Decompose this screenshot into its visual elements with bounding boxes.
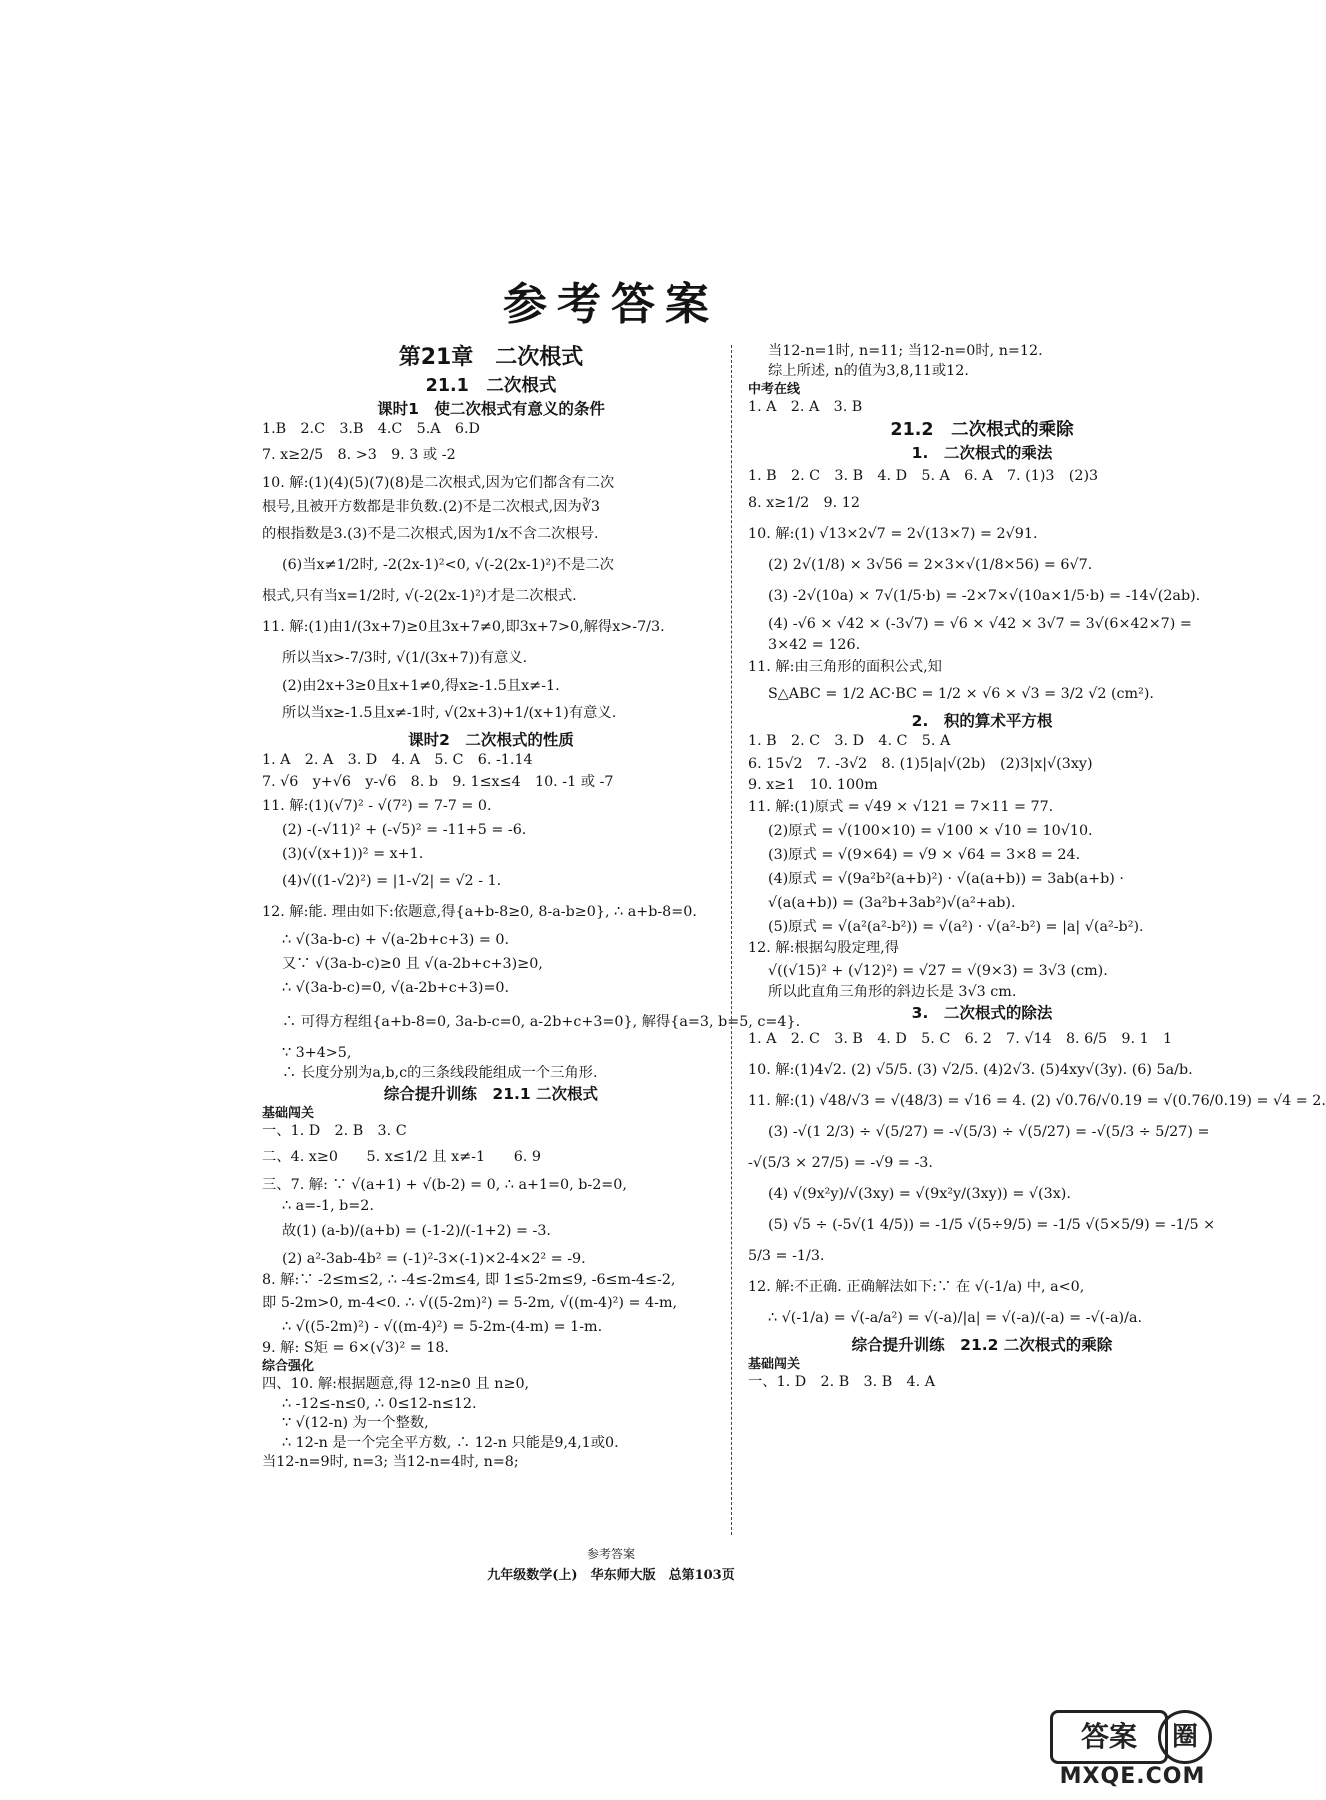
answer-line: 6. 15√2 7. -3√2 8. (1)5|a|√(2b) (2)3|x|√(3xy) [748,755,1093,772]
answer-line: ∴ √(3a-b-c) + √(a-2b+c+3) = 0. [282,932,510,948]
answer-line: 8. 解:∵ -2≤m≤2, ∴ -4≤-2m≤4, 即 1≤5-2m≤9, -6≤m-4≤-2, [262,1272,676,1288]
answer-line: 即 5-2m>0, m-4<0. ∴ √((5-2m)²) = 5-2m, √((m-4)²) = 4-m, [262,1294,678,1311]
subsection-label: 中考在线 [748,382,801,397]
answer-line: √(a(a+b)) = (3a²b+3ab²)√(a²+ab). [768,895,1016,911]
page-title: 参考答案 [503,279,719,330]
watermark-circle: 圈 [1158,1710,1212,1764]
watermark-logo: 答案 [1050,1710,1168,1764]
answer-line: 的根指数是3.(3)不是二次根式,因为1/x不含二次根号. [262,525,599,542]
answer-line: ∴ -12≤-n≤0, ∴ 0≤12-n≤12. [282,1395,477,1412]
column-divider [731,345,732,1535]
watermark-url: MXQE.COM [1059,1764,1206,1789]
answer-line: 10. 解:(1)(4)(5)(7)(8)是二次根式,因为它们都含有二次 [262,474,615,491]
answer-line: (5) √5 ÷ (-5√(1 4/5)) = -1/5 √(5÷9/5) = -1/5 √(5×5/9) = -1/5 × [768,1217,1216,1233]
answer-line: 一、1. D 2. B 3. B 4. A [748,1374,936,1390]
answer-line: (2)由2x+3≥0且x+1≠0,得x≥-1.5且x≠-1. [282,677,560,694]
answer-line: ∴ 可得方程组{a+b-8=0, 3a-b-c=0, a-2b+c+3=0}, 解得{a=3, b=5, c=4}. [282,1014,801,1030]
answer-line: (2) -(-√11)² + (-√5)² = -11+5 = -6. [282,822,527,838]
subsection-label: 基础闯关 [262,1106,315,1121]
answer-line: 9. x≥1 10. 100m [748,776,878,793]
answer-line: 当12-n=1时, n=11; 当12-n=0时, n=12. [768,343,1043,359]
answer-line: 当12-n=9时, n=3; 当12-n=4时, n=8; [262,1454,519,1470]
lesson-heading: 课时2 二次根式的性质 [408,730,574,749]
answer-line: (3)(√(x+1))² = x+1. [282,846,424,862]
answer-line: 7. x≥2/5 8. >3 9. 3 或 -2 [262,446,456,463]
answer-line: 8. x≥1/2 9. 12 [748,494,860,511]
answer-line: 三、7. 解: ∵ √(a+1) + √(b-2) = 0, ∴ a+1=0, b-2=0, [262,1176,627,1193]
answer-line: 11. 解:(1)由1/(3x+7)≥0且3x+7≠0,即3x+7>0,解得x>-7/3. [262,618,665,635]
answer-line: 5/3 = -1/3. [748,1248,825,1264]
answer-line: 综上所述, n的值为3,8,11或12. [768,362,969,379]
right-column [748,342,1326,1393]
answer-line: ∴ √((5-2m)²) - √((m-4)²) = 5-2m-(4-m) = 1-m. [282,1318,603,1335]
answer-line: 所以当x≥-1.5且x≠-1时, √(2x+3)+1/(x+1)有意义. [282,704,617,721]
answer-line: (4) √(9x²y)/√(3xy) = √(9x²y/(3xy)) = √(3x). [768,1186,1071,1202]
answer-line: 9. 解: S矩 = 6×(√3)² = 18. [262,1339,449,1356]
answer-line: 四、10. 解:根据题意,得 12-n≥0 且 n≥0, [262,1376,530,1392]
answer-line: (3) -2√(10a) × 7√(1/5·b) = -2×7×√(10a×1/5·b) = -14√(2ab). [768,587,1201,604]
answer-line: 1. A 2. C 3. B 4. D 5. C 6. 2 7. √14 8. 6/5 9. 1 1 [748,1031,1173,1047]
lesson-heading: 3. 二次根式的除法 [911,1004,1053,1022]
answer-line: 11. 解:(1)原式 = √49 × √121 = 7×11 = 77. [748,799,1054,815]
answer-line: ∴ 12-n 是一个完全平方数, ∴ 12-n 只能是9,4,1或0. [282,1434,619,1451]
answer-line: (4) -√6 × √42 × (-3√7) = √6 × √42 × 3√7 = 3√(6×42×7) = [768,615,1192,632]
chapter-heading: 第21章 二次根式 [398,345,584,370]
answer-line: (3) -√(1 2/3) ÷ √(5/27) = -√(5/3) ÷ √(5/27) = -√(5/3 ÷ 5/27) = [768,1124,1210,1140]
answer-line: 一、1. D 2. B 3. C [262,1123,407,1139]
answer-line: (2) a²-3ab-4b² = (-1)²-3×(-1)×2-4×2² = -9. [282,1251,586,1267]
subsection-label: 基础闯关 [748,1357,801,1372]
answer-line: 7. √6 y+√6 y-√6 8. b 9. 1≤x≤4 10. -1 或 -7 [262,774,614,790]
answer-line: 根号,且被开方数都是非负数.(2)不是二次根式,因为∛3 [262,498,601,515]
section-heading: 21.2 二次根式的乘除 [890,419,1074,440]
answer-line: (4)√((1-√2)²) = |1-√2| = √2 - 1. [282,873,502,889]
answer-line: ∴ √(3a-b-c)=0, √(a-2b+c+3)=0. [282,980,510,996]
answer-line: ∴ 长度分别为a,b,c的三条线段能组成一个三角形. [282,1064,598,1081]
answer-line: -√(5/3 × 27/5) = -√9 = -3. [748,1155,933,1171]
answer-line: 所以此直角三角形的斜边长是 3√3 cm. [768,983,1017,1000]
answer-line: S△ABC = 1/2 AC·BC = 1/2 × √6 × √3 = 3/2 √2 (cm²). [768,686,1154,702]
answer-line: (3)原式 = √(9×64) = √9 × √64 = 3×8 = 24. [768,847,1081,863]
answer-line: (5)原式 = √(a²(a²-b²)) = √(a²) · √(a²-b²) = |a| √(a²-b²). [768,919,1144,935]
answer-line: 10. 解:(1) √13×2√7 = 2√(13×7) = 2√91. [748,525,1038,542]
lesson-heading: 课时1 使二次根式有意义的条件 [377,400,605,418]
answer-line: 12. 解:根据勾股定理,得 [748,940,900,956]
answer-line: (6)当x≠1/2时, -2(2x-1)²<0, √(-2(2x-1)²)不是二次 [282,556,614,573]
answer-line: ∴ √(-1/a) = √(-a/a²) = √(-a)/|a| = √(-a)/(-a) = -√(-a)/a. [768,1310,1143,1326]
answer-line: 3×42 = 126. [768,636,861,653]
answer-line: 12. 解:能. 理由如下:依题意,得{a+b-8≥0, 8-a-b≥0}, ∴ a+b-8=0. [262,904,697,920]
answer-line: 1. B 2. C 3. D 4. C 5. A [748,733,951,749]
training-heading: 综合提升训练 21.2 二次根式的乘除 [851,1336,1113,1354]
answer-line: (4)原式 = √(9a²b²(a+b)²) · √(a(a+b)) = 3ab(a+b) · [768,871,1124,887]
answer-line: (2) 2√(1/8) × 3√56 = 2×3×√(1/8×56) = 6√7. [768,556,1093,573]
answer-line: 11. 解:由三角形的面积公式,知 [748,659,942,675]
answer-line: (2)原式 = √(100×10) = √100 × √10 = 10√10. [768,823,1093,839]
footer-label: 参考答案 [586,1547,635,1561]
answer-line: 所以当x>-7/3时, √(1/(3x+7))有意义. [282,649,528,666]
answer-line: 二、4. x≥0 5. x≤1/2 且 x≠-1 6. 9 [262,1148,541,1165]
answer-line: 1. A 2. A 3. D 4. A 5. C 6. -1.14 [262,751,533,768]
site-watermark [1050,1710,1215,1792]
answer-line: 根式,只有当x=1/2时, √(-2(2x-1)²)才是二次根式. [262,587,577,604]
answer-line: 10. 解:(1)4√2. (2) √5/5. (3) √2/5. (4)2√3. (5)4xy√(3y). (6) 5a/b. [748,1062,1193,1078]
answer-line: 1. B 2. C 3. B 4. D 5. A 6. A 7. (1)3 (2)3 [748,467,1099,484]
lesson-heading: 2. 积的算术平方根 [911,712,1053,730]
answer-line: 又∵ √(3a-b-c)≥0 且 √(a-2b+c+3)≥0, [282,956,543,972]
answer-line: 12. 解:不正确. 正确解法如下:∵ 在 √(-1/a) 中, a<0, [748,1279,1085,1295]
training-heading: 综合提升训练 21.1 二次根式 [383,1085,599,1103]
lesson-heading: 1. 二次根式的乘法 [911,443,1053,462]
answer-line: ∴ a=-1, b=2. [282,1197,374,1214]
answer-line: 11. 解:(1)(√7)² - √(7²) = 7-7 = 0. [262,798,492,814]
section-heading: 21.1 二次根式 [425,376,557,396]
subsection-label: 综合强化 [262,1359,315,1374]
answer-line: 11. 解:(1) √48/√3 = √(48/3) = √16 = 4. (2) √0.76/√0.19 = √(0.76/0.19) = √4 = 2. [748,1093,1326,1109]
answer-line: √((√15)² + (√12)²) = √27 = √(9×3) = 3√3 (cm). [768,962,1108,979]
answer-line: 故(1) (a-b)/(a+b) = (-1-2)/(-1+2) = -3. [282,1223,551,1239]
answer-line: ∵ √(12-n) 为一个整数, [282,1415,429,1431]
answer-line: 1. A 2. A 3. B [748,399,863,415]
answer-line: 1.B 2.C 3.B 4.C 5.A 6.D [262,421,481,437]
footer-info: 九年级数学(上) 华东师大版 总第103页 [487,1568,735,1583]
answer-line: ∵ 3+4>5, [282,1045,352,1061]
